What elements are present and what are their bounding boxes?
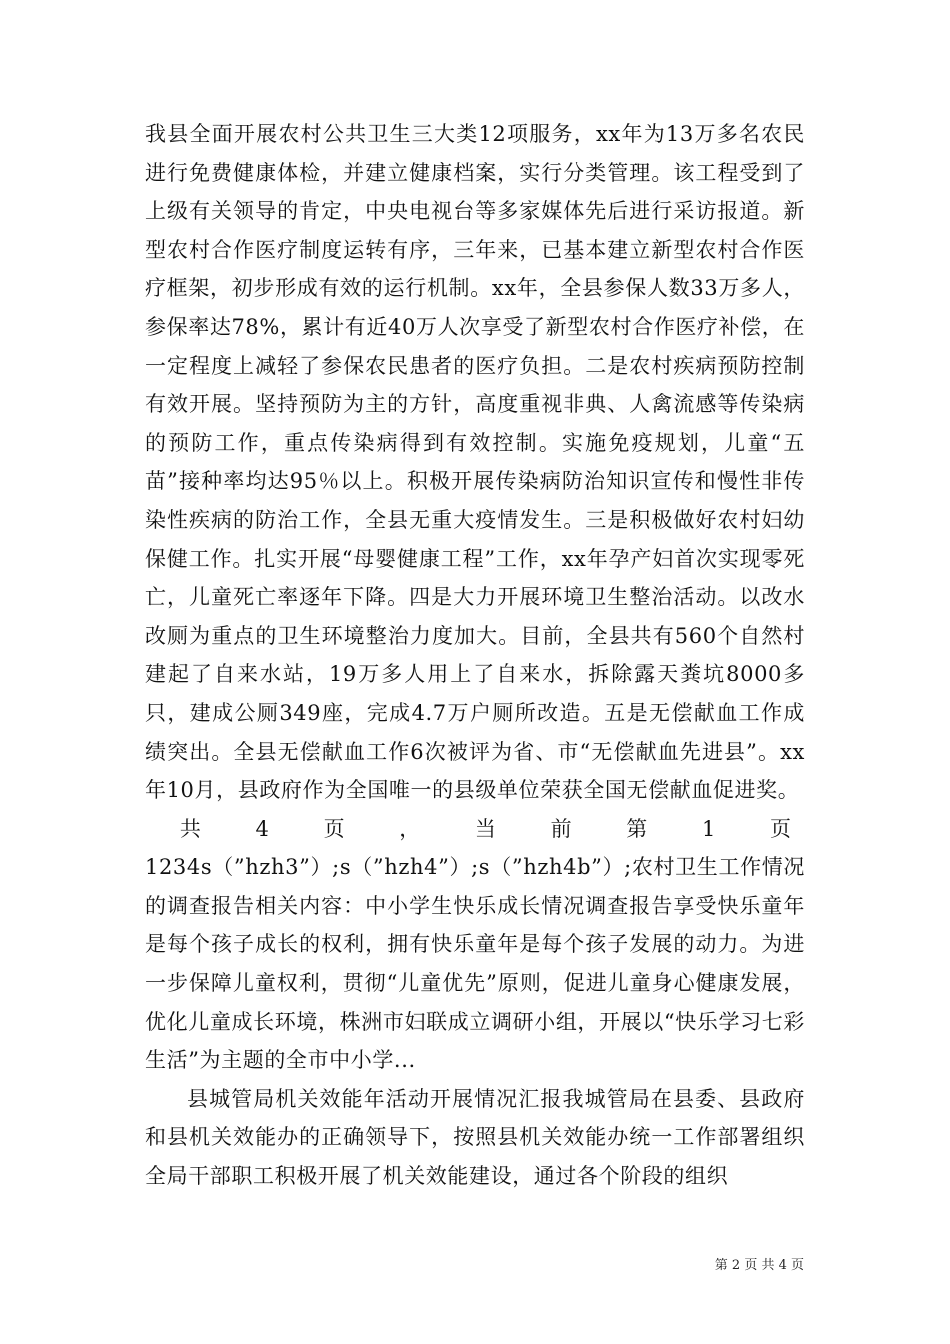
paragraph-efficiency-report: 县城管局机关效能年活动开展情况汇报我城管局在县委、县政府和县机关效能办的正确领导下，按照县机关效能办统一工作部署组织全局干部职工积极开展了机关效能建设，通过各个阶段的组织 <box>145 1086 805 1189</box>
paragraph-rural-health-report: 我县全面开展农村公共卫生三大类12项服务，xx年为13万多名农民进行免费健康体检，并建立健康档案，实行分类管理。该工程受到了上级有关领导的肯定，中央电视台等多家媒体先后进行采访报道。新型农村合作医疗制度运转有序，三年来，已基本建立新型农村合作医疗框架，初步形成有效的运行机制。xx年，全县参保人数33万多人，参保率达78%，累计有近40万人次享受了新型农村合作医疗补偿，在一定程度上减轻了参保农民患者的医疗负担。二是农村疾病预防控制有效开展。坚持预防为主的方针，高度重视非典、人禽流感等传染病的预防工作，重点传染病得到有效控制。实施免疫规划，儿童“五苗”接种率均达95％以上。积极开展传染病防治知识宣传和慢性非传染性疾病的防治工作，全县无重大疫情发生。三是积极做好农村妇幼保健工作。扎实开展“母婴健康工程”工作，xx年孕产妇首次实现零死亡，儿童死亡率逐年下降。四是大力开展环境卫生整治活动。以改水改厕为重点的卫生环境整治力度加大。目前，全县共有560个自然村建起了自来水站，19万多人用上了自来水，拆除露天粪坑8000多只，建成公厕349座，完成4.7万户厕所改造。五是无偿献血工作成绩突出。全县无偿献血工作6次被评为省、市“无偿献血先进县”。xx年10月，县政府作为全国唯一的县级单位荣获全国无偿献血促进奖。 <box>145 122 805 803</box>
pager-text: 共 4 页 ， 当 前 第 1 页 <box>179 816 805 841</box>
page-number-footer: 第 2 页 共 4 页 <box>714 1258 804 1273</box>
paragraph-related-content: 1234s（”hzh3”）;s（”hzh4”）;s（”hzh4b”）;农村卫生工作情况的调查报告相关内容：中小学生快乐成长情况调查报告享受快乐童年是每个孩子成长的权利，拥有快乐童年是每个孩子发展的动力。为进一步保障儿童权利，贯彻“儿童优先”原则，促进儿童身心健康发展，优化儿童成长环境，株洲市妇联成立调研小组，开展以“快乐学习七彩生活”为主题的全市中小学... <box>145 855 805 1073</box>
document-body <box>145 115 805 1196</box>
